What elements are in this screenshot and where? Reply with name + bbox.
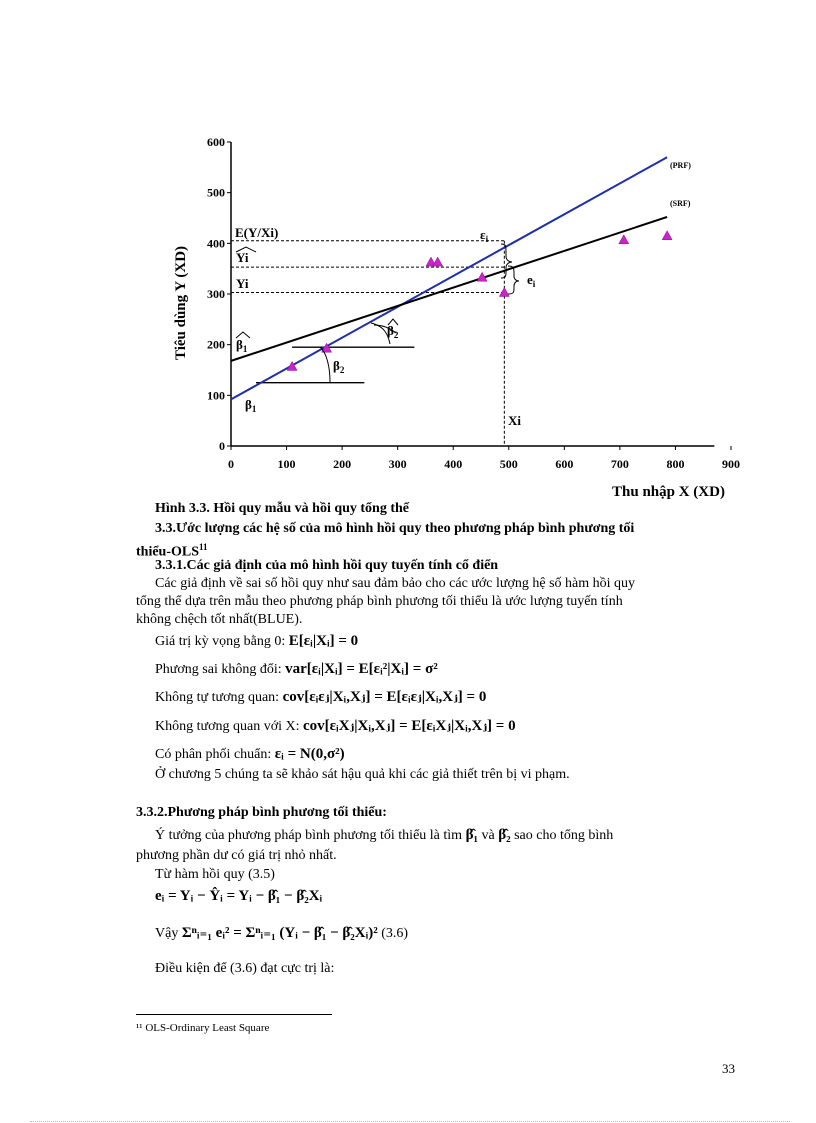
assumption-4-formula: cov[εᵢXⱼ|Xᵢ,Xⱼ] = E[εᵢXⱼ|Xᵢ,Xⱼ] = 0 [303, 718, 516, 734]
section-heading-3-3-text2: thiểu-OLS [136, 544, 200, 560]
y-tick-label: 600 [207, 135, 225, 149]
x-tick-label: 900 [722, 457, 740, 471]
y-axis-label: Tiêu dùng Y (XD) [173, 245, 189, 361]
beta1-hat-symbol: β [236, 337, 243, 352]
x-tick-label: 600 [555, 457, 574, 471]
beta1-hat-annotation [236, 332, 250, 354]
x-axis-label [612, 484, 725, 501]
regression-chart [150, 128, 750, 498]
condition-line: Điều kiện để (3.6) đạt cực trị là: [155, 961, 335, 976]
beta1-hat-subscript: 1 [242, 344, 248, 354]
assumption-3-formula: cov[εᵢεⱼ|Xᵢ,Xⱼ] = E[εᵢεⱼ|Xᵢ,Xⱼ] = 0 [282, 689, 487, 705]
beta2-subscript: 2 [339, 365, 345, 375]
beta2-hat-text [387, 323, 399, 340]
assumption-3 [155, 688, 486, 707]
y-tick-labels [207, 135, 231, 453]
data-point [499, 287, 509, 296]
footnote: ¹¹ OLS-Ordinary Least Square [136, 1022, 270, 1034]
e-bracket [508, 266, 536, 294]
assumption-5-formula: εᵢ = N(0,σ²) [274, 746, 345, 762]
assumption-1-label: Giá trị kỳ vọng bằng 0: [155, 634, 286, 649]
beta2-hat-subscript: 2 [393, 330, 399, 340]
regression-line-srf [231, 217, 667, 361]
ssr-formula: Σⁿᵢ₌₁ eᵢ² = Σⁿᵢ₌₁ (Yᵢ − β̂₁ − β̂₂Xᵢ)² [181, 925, 378, 941]
beta2-hat-symbol: β [387, 323, 394, 338]
y-tick-label: 500 [207, 185, 225, 200]
prf-label: (PRF) [670, 161, 691, 170]
from-regression-line: Từ hàm hồi quy (3.5) [155, 867, 275, 882]
ols-idea-part1: Ý tưởng của phương pháp bình phương tối thiểu là tìm [155, 828, 463, 843]
beta2-annotation [320, 347, 345, 382]
x-tick-label: 500 [499, 457, 518, 471]
guide-lines [231, 241, 504, 446]
figure-caption: Hình 3.3. Hồi quy mẫu và hồi quy tổng thể [155, 501, 410, 516]
residual-formula-text: eᵢ = Yᵢ − Ŷᵢ = Yᵢ − β̂₁ − β̂₂Xᵢ [155, 888, 323, 904]
beta1-annotation [245, 397, 257, 414]
para-line-2: tổng thể dựa trên mẫu theo phương pháp bình phương tối thiểu là ước lượng tuyến tính [136, 594, 623, 609]
beta1-subscript: 1 [251, 404, 257, 414]
subsection-heading-3-3-2: 3.3.2.Phương pháp bình phương tối thiểu: [136, 805, 387, 820]
epsilon-label [480, 227, 489, 244]
assumption-2-formula: var[εᵢ|Xᵢ] = E[εᵢ²|Xᵢ] = σ² [285, 661, 438, 677]
ols-idea-part2: sao cho tổng bình [514, 828, 614, 843]
beta1-text [245, 397, 257, 414]
eq-number: (3.6) [381, 926, 409, 941]
residual-formula [155, 887, 322, 906]
vay-label: Vậy [155, 926, 179, 941]
y-tick-label: 100 [207, 388, 225, 403]
y-tick-label: 200 [207, 337, 225, 352]
e-symbol: e [527, 272, 533, 287]
ssr-formula-line [155, 924, 408, 943]
e-label [527, 272, 536, 289]
footnote-ref: 11 [199, 542, 208, 552]
x-tick-label: 0 [228, 457, 234, 471]
para-line-3: không chệch tốt nhất(BLUE). [136, 612, 303, 627]
annotation-e-y-xi: E(Y/Xi) [235, 225, 279, 240]
e-subscript: i [532, 279, 536, 289]
beta2-symbol: β [333, 358, 340, 373]
epsilon-subscript: i [485, 234, 489, 244]
x-tick-label: 700 [610, 457, 629, 471]
annotation-yi-hat [236, 247, 256, 265]
ols-idea-and: và [481, 828, 495, 843]
section-heading-3-3: 3.3.Ước lượng các hệ số của mô hình hồi quy theo phương pháp bình phương tối [155, 521, 635, 536]
data-point [662, 231, 672, 240]
assumption-5-label: Có phân phối chuẩn: [155, 747, 272, 762]
x-tick-labels [228, 446, 740, 471]
y-tick-label: 400 [207, 236, 225, 251]
regression-line-prf [231, 157, 667, 399]
x-tick-label: 200 [333, 457, 352, 471]
x-tick-label: 400 [444, 457, 463, 471]
xi-label: Xi [508, 413, 521, 428]
footnote-rule [136, 1014, 332, 1015]
srf-label: (SRF) [670, 199, 691, 208]
y-tick-label: 0 [219, 439, 225, 453]
subsection-heading-3-3-1: 3.3.1.Các giả định của mô hình hồi quy tuyến tính cổ điển [155, 558, 499, 573]
assumption-3-label: Không tự tương quan: [155, 690, 280, 705]
data-point [433, 257, 443, 266]
closing-sentence: Ở chương 5 chúng ta sẽ khảo sát hậu quả khi các giả thiết trên bị vi phạm. [155, 767, 570, 782]
y-tick-label: 300 [207, 287, 225, 301]
ols-idea-line2: phương phần dư có giá trị nhỏ nhất. [136, 848, 337, 863]
page-number: 33 [722, 1061, 735, 1076]
epsilon-symbol: ε [480, 227, 486, 242]
chart-axes [231, 142, 714, 446]
beta2-hat-annotation [371, 319, 399, 344]
regression-lines [231, 157, 667, 399]
beta1-symbol: β [245, 397, 252, 412]
beta2-hat-inline: β̂₂ [498, 827, 511, 843]
assumption-1 [155, 632, 358, 651]
beta1-hat-inline: β̂₁ [465, 827, 478, 843]
ols-idea-line1 [155, 826, 613, 845]
assumption-2 [155, 660, 438, 679]
para-line-1: Các giả định về sai số hồi quy như sau đảm bảo cho các ước lượng hệ số hàm hồi quy [155, 576, 636, 591]
data-point [619, 235, 629, 244]
yi-hat-text: Yi [236, 250, 249, 265]
x-axis-label-text: Thu nhập X (XD) [612, 484, 725, 500]
assumption-1-formula: E[εᵢ|Xᵢ] = 0 [288, 633, 359, 649]
data-points [287, 231, 672, 371]
page-bottom-dotted-line [30, 1121, 790, 1122]
beta2-text [333, 358, 345, 375]
assumption-5 [155, 745, 345, 764]
x-tick-label: 800 [666, 457, 685, 471]
assumption-2-label: Phương sai không đổi: [155, 662, 282, 677]
assumption-4 [155, 717, 516, 736]
annotation-yi: Yi [236, 276, 249, 291]
beta1-hat-text [236, 337, 248, 354]
assumption-4-label: Không tương quan với X: [155, 719, 300, 734]
x-tick-label: 300 [388, 457, 407, 471]
x-tick-label: 100 [277, 457, 296, 471]
